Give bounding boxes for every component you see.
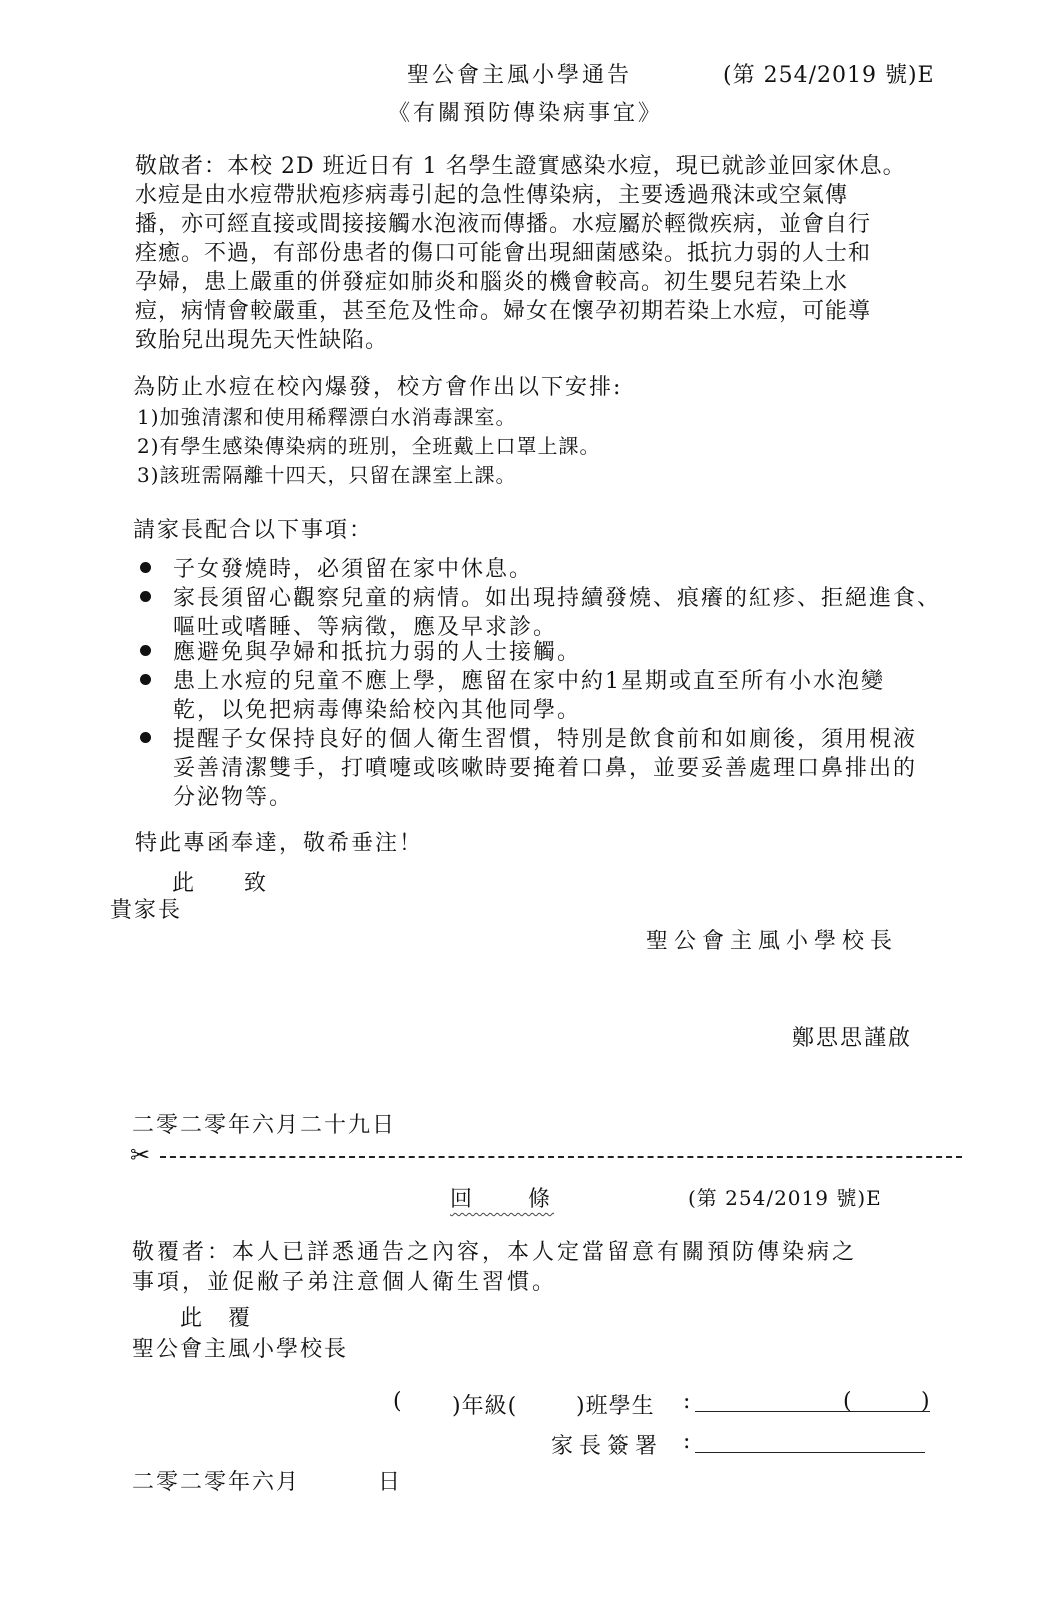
closing-regards: 特此專函奉達，敬希垂注！ (135, 831, 424, 856)
intro-line: 致胎兒出現先天性缺陷。 (135, 328, 389, 353)
reply-slip-title: 回 條 (450, 1187, 555, 1212)
principal-title: 聖公會主風小學校長 (646, 929, 899, 954)
intro-line: 痘，病情會較嚴重，甚至危及性命。婦女在懷孕初期若染上水痘，可能導 (135, 299, 872, 324)
bullet-text: 子女發燒時，必須留在家中休息。 (173, 557, 534, 582)
reply-date-day: 日 (378, 1470, 401, 1495)
grade-input[interactable] (406, 1389, 451, 1417)
intro-line: 播，亦可經直接或間接接觸水泡液而傳播。水痘屬於輕微疾病，並會自行 (135, 212, 872, 237)
bullet-text: 乾，以免把病毒傳染給校內其他同學。 (173, 698, 582, 723)
bullet-text: 應避免與孕婦和抵抗力弱的人士接觸。 (173, 640, 582, 665)
school-notice-title: 聖公會主風小學通告 (407, 63, 633, 88)
scissors-icon: ✂ (130, 1141, 151, 1169)
bullet-icon (140, 645, 151, 656)
bullet-icon (140, 562, 151, 573)
class-student-label: )班學生 (576, 1394, 655, 1419)
reply-body-line: 敬覆者：本人已詳悉通告之內容，本人定當留意有關預防傳染病之 (132, 1240, 858, 1265)
notice-date: 二零二零年六月二十九日 (132, 1113, 397, 1138)
reply-date: 二零二零年六月 (132, 1470, 301, 1495)
reply-addressee: 聖公會主風小學校長 (132, 1337, 349, 1362)
intro-line: 敬啟者：本校 2D 班近日有 1 名學生證實感染水痘，現已就診並回家休息。 (135, 154, 906, 179)
bullet-text: 提醒子女保持良好的個人衛生習慣，特別是飲食前和如廁後，須用梘液 (173, 727, 918, 752)
intro-paragraph (135, 152, 945, 355)
reply-slip-number: (第 254/2019 號)E (688, 1186, 882, 1210)
student-colon: : (683, 1389, 691, 1414)
arrangement-item: 3)該班需隔離十四天，只留在課室上課。 (137, 463, 517, 487)
bullet-icon (140, 732, 151, 743)
bullet-text: 家長須留心觀察兒童的病情。如出現持續發燒、痕癢的紅疹、拒絕進食、 (173, 586, 942, 611)
bullet-text: 妥善清潔雙手，打噴嚏或咳嗽時要掩着口鼻，並要妥善處理口鼻排出的 (173, 756, 918, 781)
parent-signature-field[interactable] (695, 1452, 925, 1453)
parent-sign-label: 家長簽署 (551, 1434, 664, 1459)
arrangements-heading: 為防止水痘在校內爆發，校方會作出以下安排: (133, 375, 623, 400)
student-name-field[interactable] (695, 1411, 930, 1412)
student-number-open-paren: ( (843, 1389, 852, 1414)
bullet-text: 分泌物等。 (173, 785, 294, 810)
reply-body-line: 事項，並促敝子弟注意個人衛生習慣。 (132, 1270, 558, 1295)
cut-line (160, 1156, 962, 1158)
arrangement-item: 2)有學生感染傳染病的班別，全班戴上口罩上課。 (137, 434, 601, 458)
bullet-icon (140, 674, 151, 685)
parents-heading: 請家長配合以下事項： (133, 518, 374, 543)
bullet-text: 嘔吐或嗜睡、等病徵，應及早求診。 (173, 615, 558, 640)
bullet-text: 患上水痘的兒童不應上學，應留在家中約1星期或直至所有小水泡變 (173, 669, 885, 694)
bullet-icon (140, 591, 151, 602)
grade-label: )年級( (452, 1394, 518, 1419)
principal-signature: 鄭思思謹啟 (792, 1026, 913, 1051)
grade-open-paren: ( (393, 1389, 402, 1414)
student-number-close-paren: ) (921, 1389, 930, 1414)
closing-recipient: 貴家長 (110, 898, 183, 923)
intro-line: 痊癒。不過，有部份患者的傷口可能會出現細菌感染。抵抗力弱的人士和 (135, 241, 872, 266)
class-input[interactable] (530, 1389, 575, 1417)
notice-number: (第 254/2019 號)E (723, 63, 935, 88)
parent-sign-colon: : (683, 1429, 691, 1454)
reply-ci-fu: 此 覆 (180, 1306, 253, 1331)
arrangement-item: 1)加強清潔和使用稀釋漂白水消毒課室。 (137, 405, 517, 429)
intro-line: 水痘是由水痘帶狀疱疹病毒引起的急性傳染病，主要透過飛沫或空氣傳 (135, 183, 849, 208)
notice-subject: 《有關預防傳染病事宜》 (388, 101, 664, 126)
closing-ci-zhi: 此 致 (172, 871, 269, 896)
intro-line: 孕婦，患上嚴重的併發症如肺炎和腦炎的機會較高。初生嬰兒若染上水 (135, 270, 849, 295)
